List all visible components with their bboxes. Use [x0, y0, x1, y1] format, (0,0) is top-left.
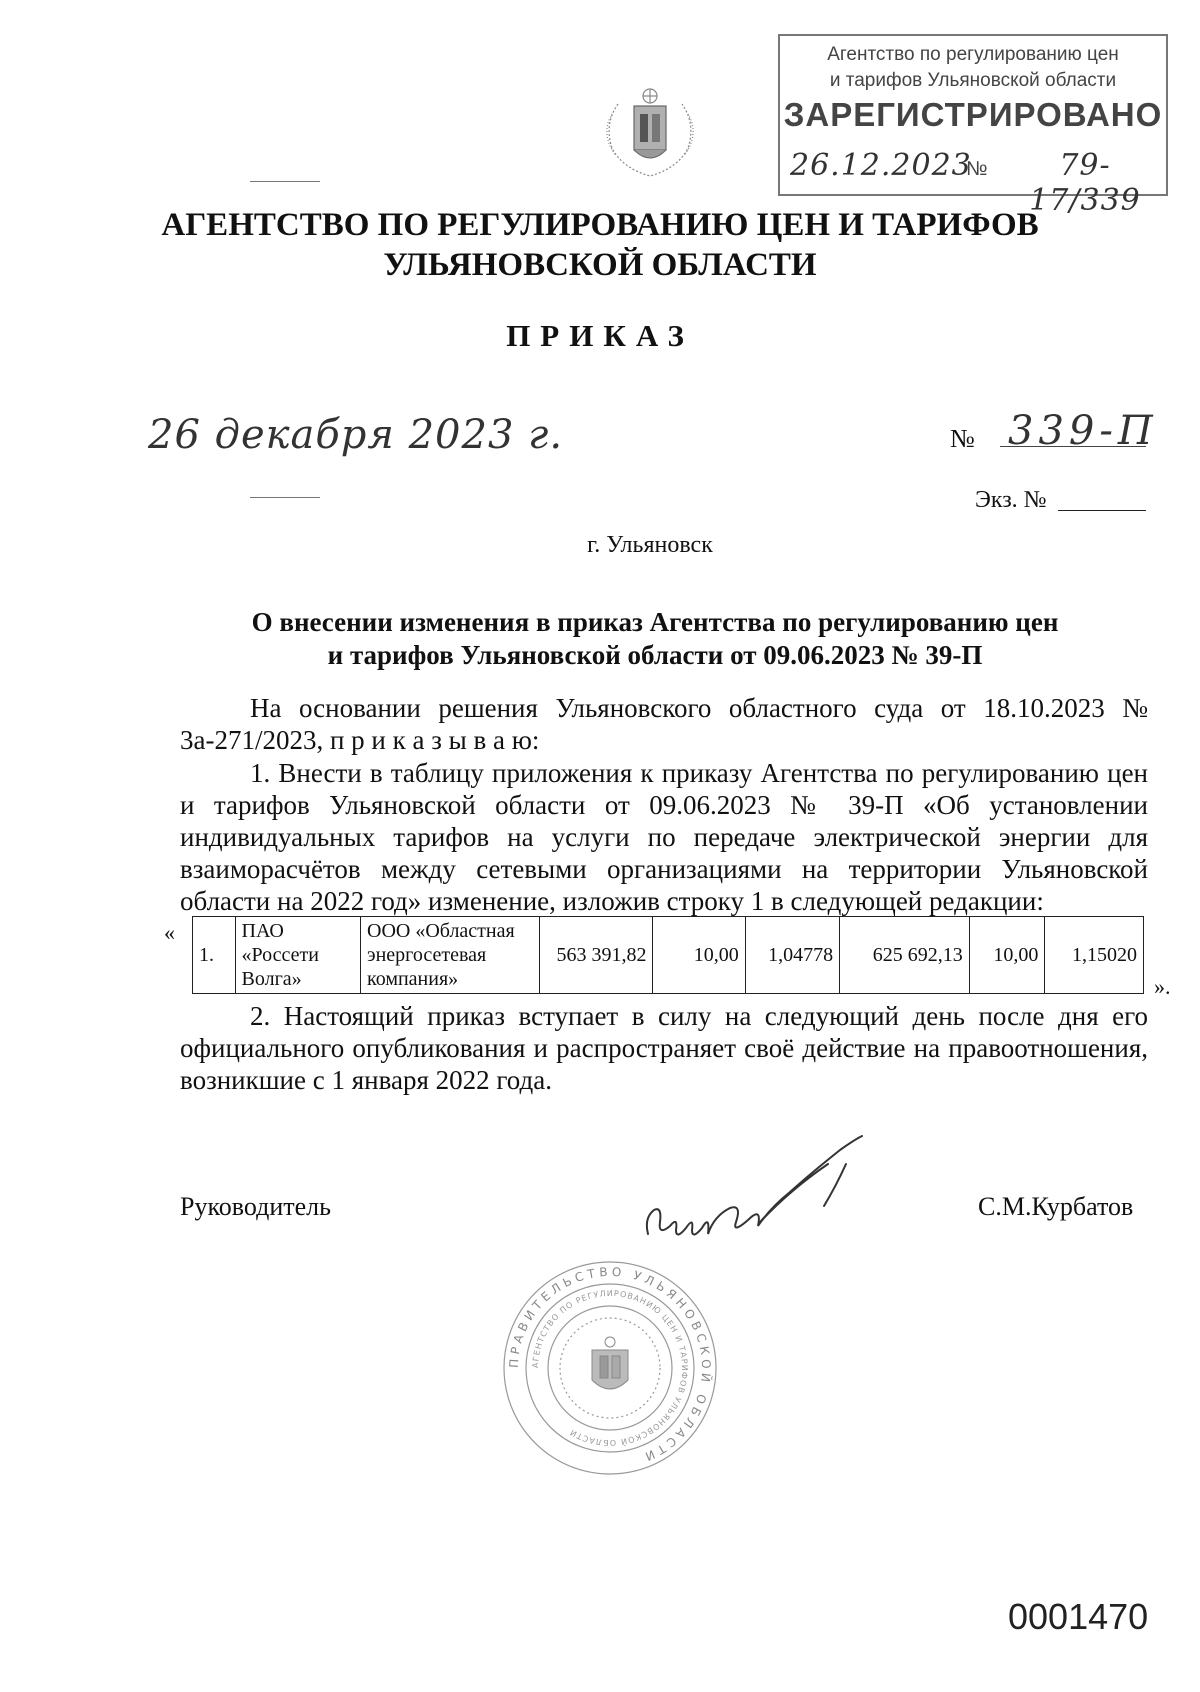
official-seal	[500, 1258, 720, 1478]
table-row	[193, 917, 1144, 994]
handwritten-order-number: 339-П	[1008, 408, 1158, 454]
agency-heading-line1: АГЕНТСТВО ПО РЕГУЛИРОВАНИЮ ЦЕН И ТАРИФОВ	[161, 207, 1039, 243]
registration-stamp	[778, 34, 1168, 218]
seal-outer-text: ПРАВИТЕЛЬСТВО УЛЬЯНОВСКОЙ ОБЛАСТИ	[506, 1264, 714, 1466]
table-quote-close: ».	[1154, 974, 1171, 999]
tariff-table	[192, 916, 1144, 994]
table-cell-counterparty: ООО «Областная энергосетевая компания»	[361, 917, 540, 994]
table-cell-value: 1,15020	[1045, 917, 1144, 994]
table-cell-value: 625 692,13	[840, 917, 970, 994]
table-cell-value: 10,00	[653, 917, 745, 994]
stamp-status: ЗАРЕГИСТРИРОВАНО	[783, 96, 1163, 133]
stamp-agency-line1: Агентство по регулированию цен	[827, 44, 1119, 65]
paragraph-item-1	[180, 757, 1148, 917]
document-title-line1: О внесении изменения в приказ Агентства по регулированию цен	[251, 607, 1059, 637]
handwritten-date: 26 декабря 2023 г.	[148, 412, 564, 458]
table-cell-organization: ПАО «Россети Волга»	[235, 917, 360, 994]
order-number-underline	[1000, 446, 1146, 447]
signatory-role: Руководитель	[180, 1192, 331, 1221]
paragraph-basis	[180, 692, 1148, 756]
document-serial-number: 0001470	[1008, 1596, 1149, 1637]
coat-of-arms-emblem	[598, 84, 702, 180]
agency-heading-line2: УЛЬЯНОВСКОЙ ОБЛАСТИ	[383, 247, 817, 283]
paragraph-basis-text: На основании решения Ульяновского областного суда от 18.10.2023 № 3а-271/2023, п р и к а з ы в а ю:	[180, 693, 1148, 755]
table-cell-value: 1,04778	[745, 917, 839, 994]
document-title	[170, 606, 1140, 672]
seal-inner-text: АГЕНТСТВО ПО РЕГУЛИРОВАНИЮ ЦЕН И ТАРИФОВ УЛЬЯНОВСКОЙ ОБЛАСТИ	[530, 1288, 690, 1448]
table-quote-open: «	[164, 920, 175, 945]
copy-number-label: Экз. №	[975, 487, 1047, 513]
signature	[640, 1130, 900, 1250]
date-rule-left	[250, 497, 320, 498]
table-cell-index: 1.	[193, 917, 236, 994]
paragraph-item-1-text: 1. Внести в таблицу приложения к приказу Агентства по регулированию цен и тарифов Ульяновской области от 09.06.2023 № 39-П «Об установлении индивидуальных тарифов на услуги по передаче электрической энергии для взаиморасчётов между сетевыми организациями на территории Ульяновской области на 2022 год» изменение, изложив строку 1 в следующей редакции:	[180, 758, 1148, 916]
signatory-name: С.М.Курбатов	[978, 1192, 1134, 1221]
stamp-number-label: №	[966, 158, 988, 180]
copy-number-blank	[1058, 510, 1146, 511]
table-cell-value: 563 391,82	[540, 917, 653, 994]
document-title-line2: и тарифов Ульяновской области от 09.06.2023 № 39-П	[327, 640, 983, 670]
table-cell-value: 10,00	[969, 917, 1045, 994]
agency-heading	[0, 205, 1200, 285]
city: г. Ульяновск	[587, 532, 713, 558]
stamp-agency-line2: и тарифов Ульяновской области	[829, 70, 1117, 91]
order-number-label: №	[950, 424, 975, 453]
header-rule-left	[250, 181, 320, 182]
stamp-date: 26.12.2023	[790, 148, 972, 183]
paragraph-item-2	[180, 1000, 1148, 1096]
doc-type: ПРИКАЗ	[506, 318, 694, 353]
paragraph-item-2-text: 2. Настоящий приказ вступает в силу на следующий день после дня его официального опубликования и распространяет своё действие на правоотношения, возникшие с 1 января 2022 года.	[180, 1001, 1148, 1095]
stamp-number: 79-17/339	[1029, 148, 1141, 218]
